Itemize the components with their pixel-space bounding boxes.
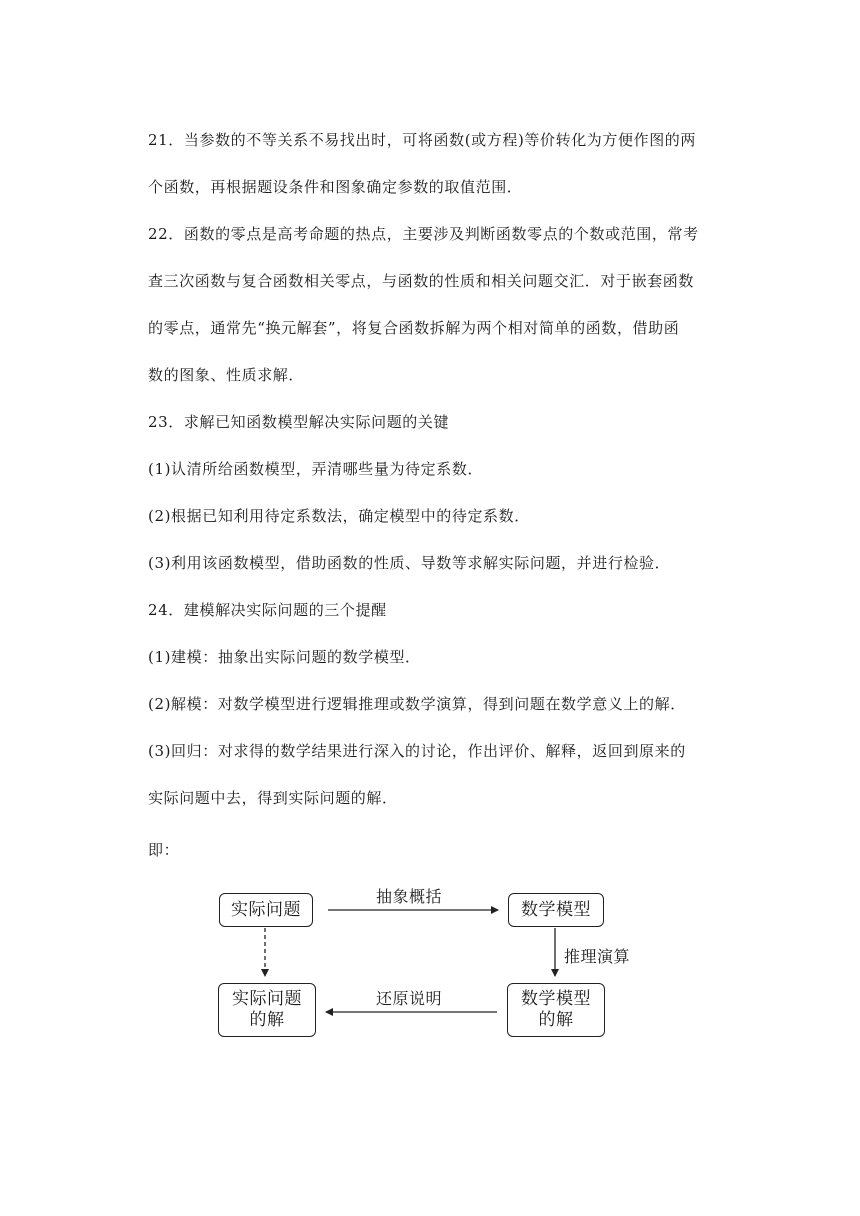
node-real-problem-label: 实际问题 <box>231 899 301 920</box>
node-real-solution-line2: 的解 <box>249 1010 285 1030</box>
paragraph-line: 实际问题中去，得到实际问题的解． <box>148 789 398 807</box>
paragraph-line: (3)回归：对求得的数学结果进行深入的讨论，作出评价、解释，返回到原来的 <box>148 742 686 760</box>
node-real-solution <box>218 983 316 1037</box>
paragraph-line: (2)根据已知利用待定系数法，确定模型中的待定系数． <box>148 507 530 525</box>
node-real-solution-line1: 实际问题 <box>232 989 302 1009</box>
paragraph-line: (1)认清所给函数模型，弄清哪些量为待定系数． <box>148 460 484 478</box>
paragraph-line: 的零点，通常先“换元解套”，将复合函数拆解为两个相对简单的函数，借助函 <box>148 319 680 337</box>
paragraph-line: (3)利用该函数模型，借助函数的性质、导数等求解实际问题，并进行检验． <box>148 554 671 572</box>
section-heading-24: 24．建模解决实际问题的三个提醒 <box>148 601 387 619</box>
paragraph-line: 查三次函数与复合函数相关零点，与函数的性质和相关问题交汇．对于嵌套函数 <box>148 272 695 290</box>
node-model-solution-line2: 的解 <box>538 1010 574 1030</box>
node-model-solution-line1: 数学模型 <box>521 989 591 1009</box>
paragraph-line: 个函数，再根据题设条件和图象确定参数的取值范围． <box>148 178 523 196</box>
node-model-solution <box>507 983 605 1037</box>
edge-label-restore: 还原说明 <box>376 989 443 1008</box>
edge-label-reason: 推理演算 <box>564 947 631 966</box>
paragraph-line: 即： <box>148 841 180 859</box>
paragraph-line: 数的图象、性质求解． <box>148 366 305 384</box>
paragraph-line: (2)解模：对数学模型进行逻辑推理或数学演算，得到问题在数学意义上的解． <box>148 695 686 713</box>
paragraph-line: (1)建模：抽象出实际问题的数学模型． <box>148 648 421 666</box>
node-math-model <box>508 893 604 927</box>
paragraph-line: 22．函数的零点是高考命题的热点，主要涉及判断函数零点的个数或范围，常考 <box>148 225 699 243</box>
edge-label-abstract: 抽象概括 <box>376 887 443 906</box>
section-heading-23: 23．求解已知函数模型解决实际问题的关键 <box>148 413 450 431</box>
node-math-model-label: 数学模型 <box>521 899 591 920</box>
modeling-flow-diagram <box>210 880 650 1055</box>
paragraph-line: 21．当参数的不等关系不易找出时，可将函数(或方程)等价转化为方便作图的两 <box>148 131 696 149</box>
node-real-problem <box>219 893 313 927</box>
